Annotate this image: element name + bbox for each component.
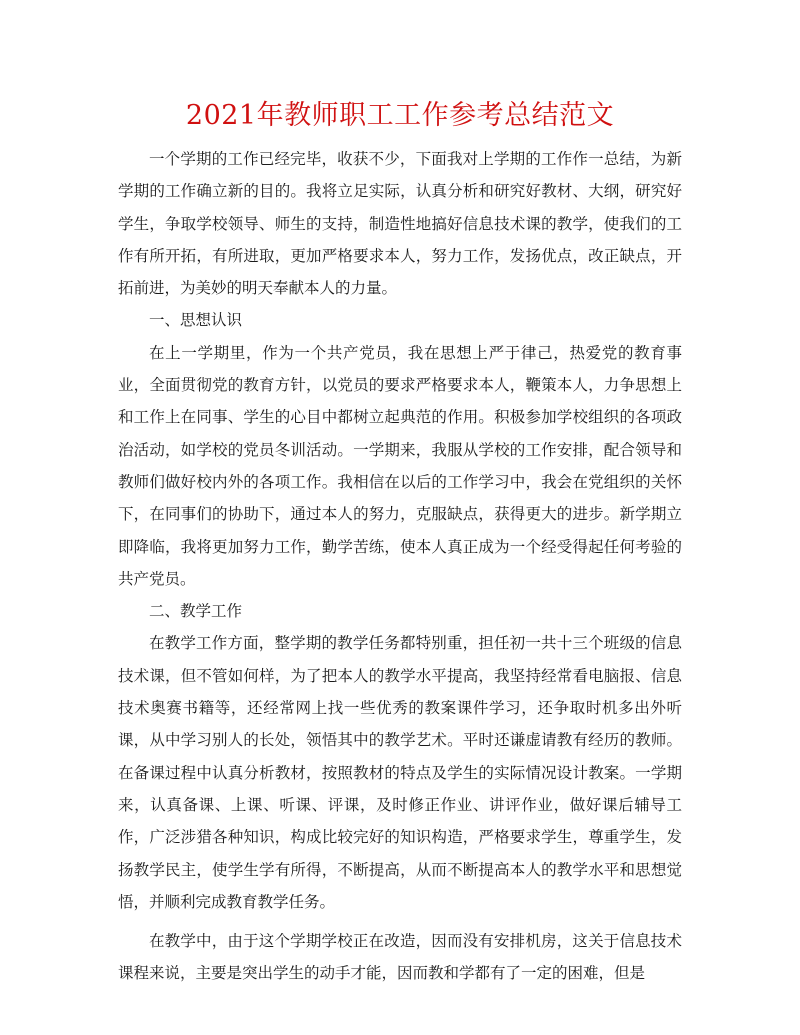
section-paragraph-thought: 在上一学期里，作为一个共产党员，我在思想上严于律己，热爱党的教育事业，全面贯彻党的教育方针，以党员的要求严格要求本人，鞭策本人，力争思想上和工作上在同事、学生的心目中都树立起典范的作用。积极参加学校组织的各项政治活动，如学校的党员冬训活动。一学期来，我服从学校的工作安排，配合领导和教师们做好校内外的各项工作。我相信在以后的工作学习中，我会在党组织的关怀下，在同事们的协助下，通过本人的努力，克服缺点，获得更大的进步。新学期立即降临，我将更加努力工作，勤学苦练，使本人真正成为一个经受得起任何考验的共产党员。 <box>118 343 682 588</box>
section-heading-thought: 一、思想认识 <box>149 311 243 330</box>
paragraph-spacer <box>118 918 682 925</box>
section-heading-teaching: 二、教学工作 <box>149 602 243 621</box>
document-body <box>118 143 682 990</box>
section-paragraph-teaching-continued: 在教学中，由于这个学期学校正在改造，因而没有安排机房，这关于信息技术课程来说，主要是突出学生的动手才能，因而教和学都有了一定的困难，但是 <box>118 932 682 983</box>
intro-paragraph: 一个学期的工作已经完毕，收获不少，下面我对上学期的工作作一总结，为新学期的工作确立新的目的。我将立足实际，认真分析和研究好教材、大纲，研究好学生，争取学校领导、师生的支持，制造性地搞好信息技术课的教学，使我们的工作有所开拓，有所进取，更加严格要求本人，努力工作，发扬优点，改正缺点，开拓前进，为美妙的明天奉献本人的力量。 <box>118 150 682 298</box>
section-paragraph-teaching: 在教学工作方面，整学期的教学任务都特别重，担任初一共十三个班级的信息技术课，但不管如何样，为了把本人的教学水平提高，我坚持经常看电脑报、信息技术奥赛书籍等，还经常网上找一些优秀的教案课件学习，还争取时机多出外听课，从中学习别人的长处，领悟其中的教学艺术。平时还谦虚请教有经历的教师。在备课过程中认真分析教材，按照教材的特点及学生的实际情况设计教案。一学期来，认真备课、上课、听课、评课，及时修正作业、讲评作业，做好课后辅导工作，广泛涉猎各种知识，构成比较完好的知识构造，严格要求学生，尊重学生，发扬教学民主，使学生学有所得，不断提高，从而不断提高本人的教学水平和思想觉悟，并顺利完成教育教学任务。 <box>118 634 682 911</box>
document-title: 2021年教师职工工作参考总结范文 <box>185 100 615 131</box>
